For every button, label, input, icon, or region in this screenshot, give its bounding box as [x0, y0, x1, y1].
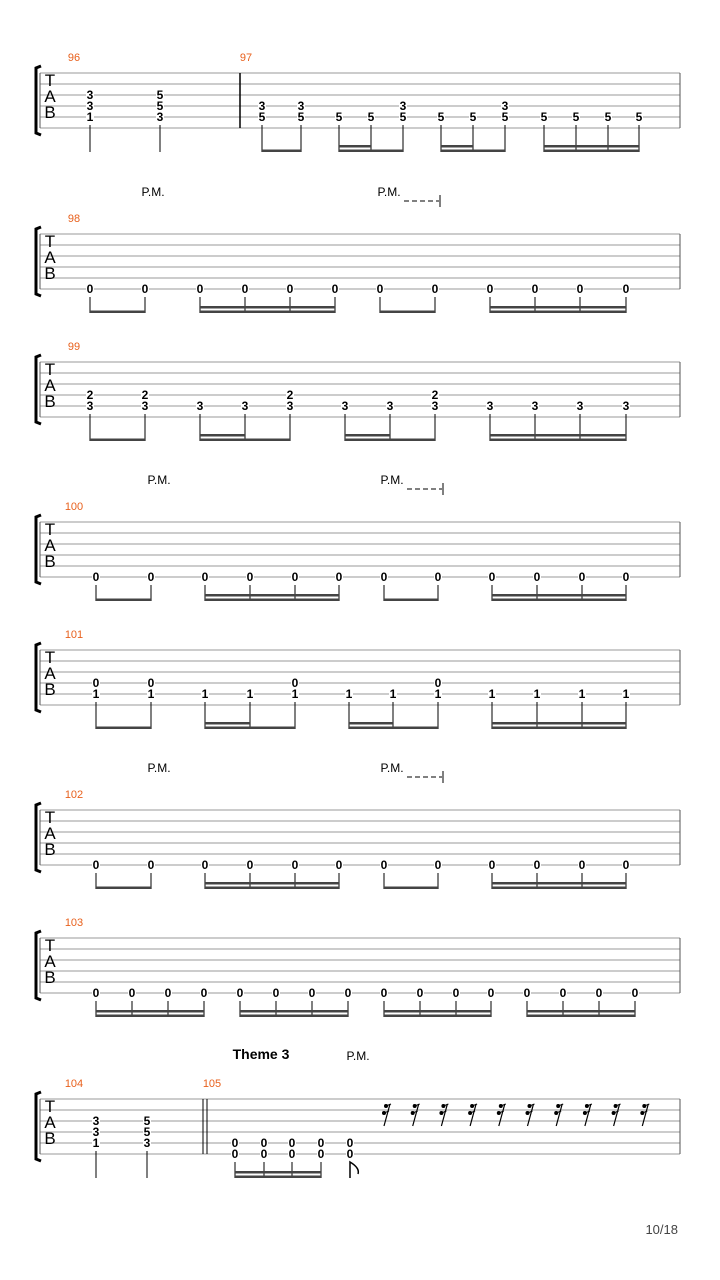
fret-number: 3	[86, 399, 94, 413]
palm-mute-label: P.M.	[346, 1049, 370, 1063]
tab-clef-letter: A	[44, 536, 56, 555]
fret-number: 3	[622, 399, 630, 413]
tab-clef-letter: B	[44, 264, 56, 283]
beam	[492, 594, 626, 597]
beam	[527, 1015, 635, 1018]
beam	[235, 1176, 321, 1179]
beam	[384, 599, 438, 602]
fret-number: 0	[201, 858, 209, 872]
fret-number: 0	[434, 676, 442, 690]
fret-number: 2	[431, 388, 439, 402]
tab-clef-letter: T	[44, 648, 56, 667]
fret-number: 0	[317, 1147, 325, 1161]
fret-number: 0	[331, 282, 339, 296]
fret-number: 5	[540, 110, 548, 124]
tab-clef-letter: A	[44, 87, 56, 106]
fret-number: 5	[469, 110, 477, 124]
tab-clef-letter: T	[44, 520, 56, 539]
fret-number: 2	[86, 388, 94, 402]
fret-number: 0	[380, 986, 388, 1000]
tab-clef-letter: B	[44, 103, 56, 122]
fret-number: 3	[431, 399, 439, 413]
beam	[544, 145, 639, 148]
fret-number: 5	[437, 110, 445, 124]
fret-number: 0	[236, 986, 244, 1000]
beam	[384, 887, 438, 890]
beam	[200, 306, 335, 309]
fret-number: 3	[258, 99, 266, 113]
tab-clef-letter: T	[44, 360, 56, 379]
fret-number: 0	[291, 858, 299, 872]
fret-number: 3	[86, 88, 94, 102]
fret-number: 1	[147, 687, 155, 701]
fret-number: 0	[291, 676, 299, 690]
fret-number: 0	[288, 1136, 296, 1150]
measure-number: 105	[202, 1078, 222, 1090]
measure-number: 102	[64, 789, 84, 801]
fret-number: 0	[622, 570, 630, 584]
fret-number: 0	[487, 986, 495, 1000]
fret-number: 1	[434, 687, 442, 701]
fret-number: 3	[501, 99, 509, 113]
fret-number: 3	[286, 399, 294, 413]
fret-number: 0	[128, 986, 136, 1000]
fret-number: 3	[486, 399, 494, 413]
fret-number: 5	[143, 1125, 151, 1139]
beam	[96, 1010, 204, 1013]
fret-number: 1	[488, 687, 496, 701]
tab-clef-letter: A	[44, 1113, 56, 1132]
beam	[339, 145, 371, 148]
beam	[90, 311, 145, 314]
fret-number: 0	[231, 1147, 239, 1161]
fret-number: 0	[201, 570, 209, 584]
fret-number: 0	[380, 570, 388, 584]
fret-number: 0	[533, 858, 541, 872]
fret-number: 0	[141, 282, 149, 296]
tab-clef-letter: B	[44, 840, 56, 859]
beam	[96, 1015, 204, 1018]
fret-number: 1	[86, 110, 94, 124]
beam	[96, 887, 151, 890]
tab-clef-letter: A	[44, 376, 56, 395]
fret-number: 5	[572, 110, 580, 124]
fret-number: 2	[286, 388, 294, 402]
fret-number: 3	[531, 399, 539, 413]
fret-number: 0	[147, 676, 155, 690]
fret-number: 3	[297, 99, 305, 113]
measure-number: 96	[67, 52, 81, 64]
fret-number: 3	[92, 1114, 100, 1128]
fret-number: 0	[376, 282, 384, 296]
beam	[490, 439, 626, 442]
tab-system	[36, 931, 680, 1017]
beam	[345, 434, 390, 437]
fret-number: 1	[389, 687, 397, 701]
beam	[492, 882, 626, 885]
beam	[205, 882, 339, 885]
measure-number: 100	[64, 501, 84, 513]
beam	[527, 1010, 635, 1013]
fret-number: 1	[291, 687, 299, 701]
fret-number: 0	[559, 986, 567, 1000]
fret-number: 0	[272, 986, 280, 1000]
fret-number: 0	[622, 858, 630, 872]
section-heading: Theme 3	[232, 1046, 290, 1062]
beam	[492, 727, 626, 730]
page-number-text: 10/18	[645, 1222, 678, 1237]
measure-number: 99	[67, 341, 81, 353]
fret-number: 1	[92, 1136, 100, 1150]
fret-number: 0	[346, 1136, 354, 1150]
tab-clef-letter: B	[44, 1129, 56, 1148]
measure-number: 98	[67, 213, 81, 225]
beam	[205, 722, 250, 725]
tab-clef-letter: A	[44, 664, 56, 683]
beam	[345, 439, 435, 442]
beam	[544, 150, 639, 153]
fret-number: 3	[576, 399, 584, 413]
beam	[441, 145, 473, 148]
beam	[384, 1015, 491, 1018]
palm-mute-label: P.M.	[380, 473, 404, 487]
fret-number: 3	[196, 399, 204, 413]
fret-number: 0	[200, 986, 208, 1000]
fret-number: 2	[141, 388, 149, 402]
fret-number: 0	[308, 986, 316, 1000]
beam	[492, 599, 626, 602]
fret-number: 5	[604, 110, 612, 124]
fret-number: 0	[523, 986, 531, 1000]
fret-number: 1	[622, 687, 630, 701]
fret-number: 0	[431, 282, 439, 296]
fret-number: 5	[258, 110, 266, 124]
palm-mute-label: P.M.	[147, 761, 171, 775]
fret-number: 0	[246, 858, 254, 872]
measure-number: 101	[64, 629, 84, 641]
beam	[240, 1015, 348, 1018]
tab-clef-letter: T	[44, 232, 56, 251]
measure-number: 103	[64, 917, 84, 929]
tab-system	[36, 1092, 680, 1178]
fret-number: 5	[367, 110, 375, 124]
tab-clef-letter: A	[44, 248, 56, 267]
fret-number: 0	[344, 986, 352, 1000]
fret-number: 0	[416, 986, 424, 1000]
tab-clef-letter: T	[44, 1097, 56, 1116]
fret-number: 0	[452, 986, 460, 1000]
beam	[380, 311, 435, 314]
fret-number: 0	[595, 986, 603, 1000]
fret-number: 0	[576, 282, 584, 296]
note-flag	[350, 1162, 358, 1178]
beam	[240, 1010, 348, 1013]
fret-number: 0	[92, 986, 100, 1000]
beam	[90, 439, 145, 442]
tab-clef-letter: A	[44, 952, 56, 971]
fret-number: 0	[335, 858, 343, 872]
fret-number: 0	[486, 282, 494, 296]
fret-number: 1	[201, 687, 209, 701]
fret-number: 0	[286, 282, 294, 296]
fret-number: 0	[622, 282, 630, 296]
fret-number: 1	[92, 687, 100, 701]
fret-number: 5	[156, 88, 164, 102]
fret-number: 0	[434, 570, 442, 584]
tab-system	[36, 66, 680, 152]
fret-number: 3	[341, 399, 349, 413]
fret-number: 0	[147, 858, 155, 872]
fret-number: 3	[241, 399, 249, 413]
tab-clef-letter: B	[44, 552, 56, 571]
beam	[490, 306, 626, 309]
fret-number: 0	[147, 570, 155, 584]
fret-number: 0	[92, 570, 100, 584]
fret-number: 0	[531, 282, 539, 296]
fret-number: 3	[156, 110, 164, 124]
measure-number: 97	[239, 52, 253, 64]
tab-clef-letter: B	[44, 968, 56, 987]
fret-number: 0	[92, 676, 100, 690]
fret-number: 5	[143, 1114, 151, 1128]
tab-clef-letter: B	[44, 392, 56, 411]
fret-number: 0	[260, 1147, 268, 1161]
beam	[490, 311, 626, 314]
beam	[200, 311, 335, 314]
beam	[339, 150, 403, 153]
fret-number: 1	[345, 687, 353, 701]
fret-number: 5	[635, 110, 643, 124]
beam	[200, 439, 290, 442]
fret-number: 3	[141, 399, 149, 413]
fret-number: 0	[164, 986, 172, 1000]
beam	[205, 727, 295, 730]
fret-number: 5	[399, 110, 407, 124]
tab-system	[36, 195, 680, 313]
palm-mute-label: P.M.	[380, 761, 404, 775]
palm-mute-label: P.M.	[377, 185, 401, 199]
beam	[441, 150, 505, 153]
fret-number: 0	[92, 858, 100, 872]
fret-number: 0	[335, 570, 343, 584]
beam	[492, 887, 626, 890]
tab-clef-letter: T	[44, 936, 56, 955]
measure-number: 104	[64, 1078, 84, 1090]
fret-number: 5	[335, 110, 343, 124]
beam	[490, 434, 626, 437]
beam	[200, 434, 245, 437]
tab-clef-letter: T	[44, 808, 56, 827]
fret-number: 3	[86, 99, 94, 113]
fret-number: 0	[631, 986, 639, 1000]
fret-number: 0	[260, 1136, 268, 1150]
fret-number: 0	[346, 1147, 354, 1161]
tab-clef-letter: B	[44, 680, 56, 699]
fret-number: 0	[246, 570, 254, 584]
beam	[205, 599, 339, 602]
tab-clef-letter: A	[44, 824, 56, 843]
beam	[96, 727, 151, 730]
fret-number: 5	[297, 110, 305, 124]
fret-number: 0	[578, 858, 586, 872]
beam	[384, 1010, 491, 1013]
fret-number: 0	[380, 858, 388, 872]
fret-number: 0	[86, 282, 94, 296]
fret-number: 5	[156, 99, 164, 113]
tab-system	[36, 355, 680, 441]
fret-number: 0	[241, 282, 249, 296]
fret-number: 0	[196, 282, 204, 296]
tab-clef-letter: T	[44, 71, 56, 90]
fret-number: 0	[578, 570, 586, 584]
fret-number: 5	[501, 110, 509, 124]
fret-number: 0	[317, 1136, 325, 1150]
fret-number: 3	[386, 399, 394, 413]
fret-number: 1	[246, 687, 254, 701]
fret-number: 3	[143, 1136, 151, 1150]
fret-number: 3	[399, 99, 407, 113]
fret-number: 0	[231, 1136, 239, 1150]
palm-mute-label: P.M.	[141, 185, 165, 199]
beam	[492, 722, 626, 725]
fret-number: 3	[92, 1125, 100, 1139]
beam	[235, 1171, 321, 1174]
beam	[349, 722, 393, 725]
beam	[205, 887, 339, 890]
fret-number: 0	[288, 1147, 296, 1161]
palm-mute-label: P.M.	[147, 473, 171, 487]
fret-number: 0	[434, 858, 442, 872]
beam	[349, 727, 438, 730]
beam	[96, 599, 151, 602]
tab-system	[36, 643, 680, 729]
beam	[205, 594, 339, 597]
fret-number: 0	[291, 570, 299, 584]
fret-number: 1	[533, 687, 541, 701]
fret-number: 0	[488, 858, 496, 872]
page-number	[645, 1222, 678, 1237]
fret-number: 0	[533, 570, 541, 584]
fret-number: 0	[488, 570, 496, 584]
fret-number: 1	[578, 687, 586, 701]
beam	[262, 150, 301, 153]
